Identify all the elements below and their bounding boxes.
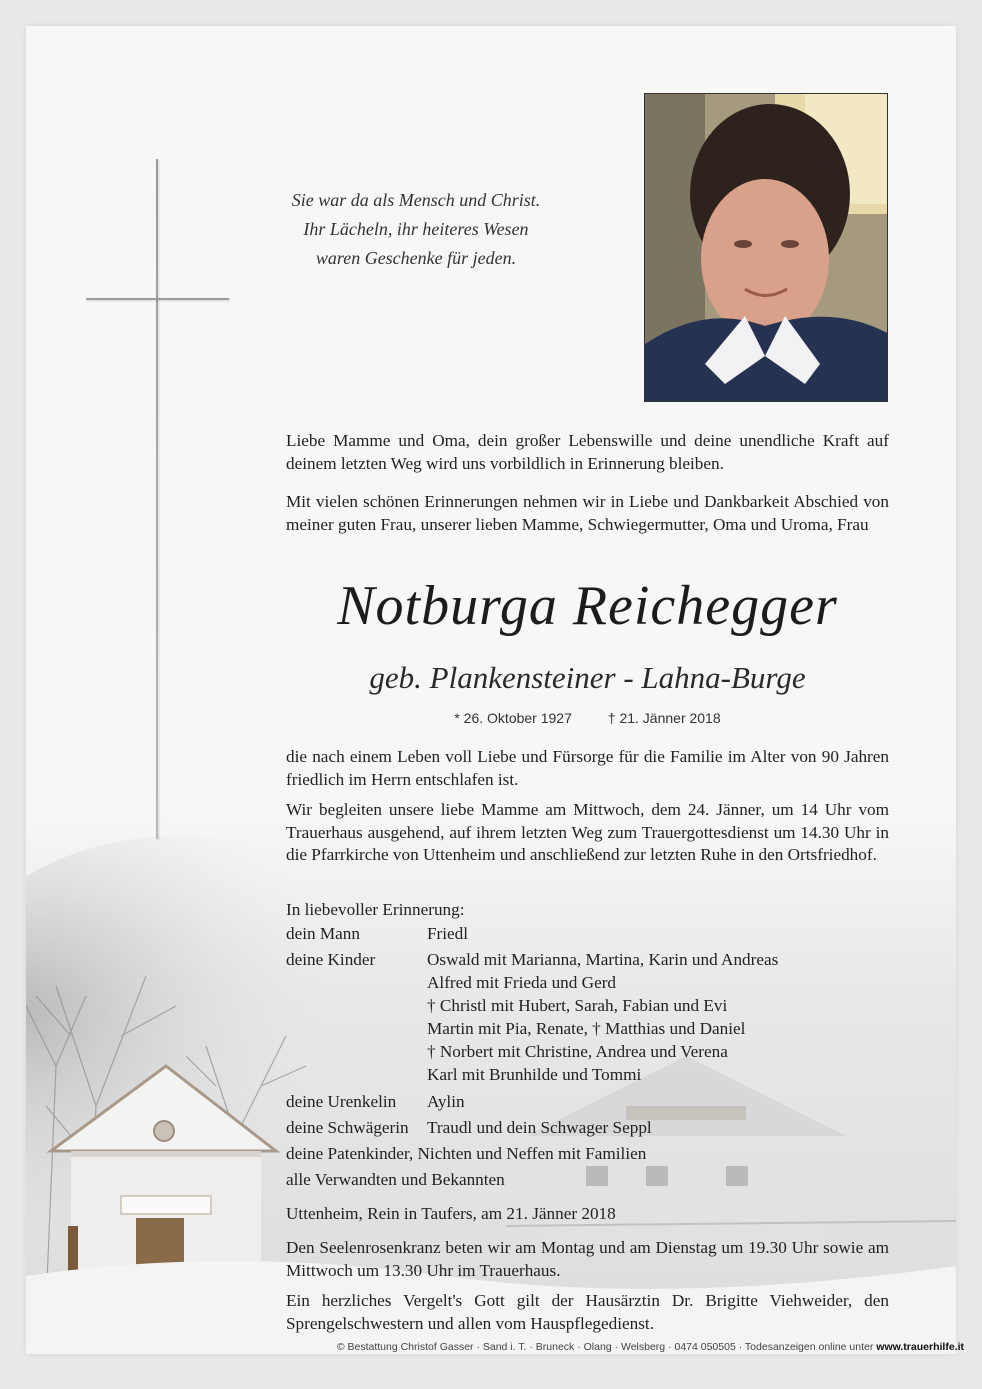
intro-paragraph-1: Liebe Mamme und Oma, dein großer Lebenswille und deine unendliche Kraft auf deinem letzten Weg wird uns vorbildlich in Erinnerung bleiben. — [286, 431, 889, 473]
life-dates — [286, 710, 889, 726]
motto-line: waren Geschenke für jeden. — [315, 248, 517, 268]
footer — [0, 1341, 964, 1353]
mourner-relation: deine Kinder — [286, 950, 376, 969]
place-and-date: Uttenheim, Rein in Taufers, am 21. Jänner 2018 — [286, 1204, 616, 1223]
deceased-name: Notburga Reichegger — [337, 575, 838, 637]
mourner-names: Oswald mit Marianna, Martina, Karin und Andreas — [427, 950, 779, 969]
motto-line: Sie war da als Mensch und Christ. — [291, 190, 541, 210]
memorial-motto — [266, 186, 566, 273]
mourner-names: Traudl und dein Schwager Seppl — [427, 1118, 652, 1137]
obituary-card — [26, 26, 956, 1354]
footer-text: © Bestattung Christof Gasser · Sand i. T. · Bruneck · Olang · Welsberg · 0474 050505 · Todesanzeigen online unter — [336, 1341, 874, 1353]
death-date: † 21. Jänner 2018 — [607, 710, 721, 726]
relatives-line: alle Verwandten und Bekannten — [286, 1170, 505, 1189]
motto-line: Ihr Lächeln, ihr heiteres Wesen — [303, 219, 529, 239]
mourner-names: Martin mit Pia, Renate, † Matthias und Daniel — [427, 1019, 746, 1038]
cross-vertical-bar — [156, 159, 158, 839]
body-paragraph-1: die nach einem Leben voll Liebe und Fürsorge für die Familie im Alter von 90 Jahren friedlich im Herrn entschlafen ist. — [286, 747, 889, 789]
mourner-relation: dein Mann — [286, 924, 360, 943]
mourner-names: Aylin — [427, 1092, 465, 1111]
footer-link[interactable]: www.trauerhilfe.it — [876, 1341, 964, 1353]
cross-horizontal-bar — [86, 298, 229, 300]
birth-date: * 26. Oktober 1927 — [454, 710, 572, 726]
rosary-paragraph: Den Seelenrosenkranz beten wir am Montag und am Dienstag um 19.30 Uhr sowie am Mittwoch um 13.30 Uhr im Trauerhaus. — [286, 1238, 889, 1280]
mourner-names: † Christl mit Hubert, Sarah, Fabian und Evi — [427, 996, 728, 1015]
mourner-names: Alfred mit Frieda und Gerd — [427, 973, 617, 992]
body-paragraph-2: Wir begleiten unsere liebe Mamme am Mittwoch, dem 24. Jänner, um 14 Uhr vom Trauerhaus ausgehend, auf ihrem letzten Weg zum Trauergottesdienst um 14.30 Uhr in die Pfarrkirche von Uttenheim und anschließend zur letzten Ruhe in den Ortsfriedhof. — [286, 800, 889, 864]
intro-paragraph-2: Mit vielen schönen Erinnerungen nehmen wir in Liebe und Dankbarkeit Abschied von meiner guten Frau, unserer lieben Mamme, Schwiegermutter, Oma und Uroma, Frau — [286, 492, 889, 534]
maiden-name: geb. Plankensteiner - Lahna-Burge — [369, 660, 806, 695]
portrait-photo — [644, 93, 888, 402]
portrait-illustration — [645, 94, 888, 402]
godchildren-line: deine Patenkinder, Nichten und Neffen mit Familien — [286, 1144, 647, 1163]
mourner-names: Friedl — [427, 924, 469, 943]
mourner-relation: deine Urenkelin — [286, 1092, 397, 1111]
mourner-relation: deine Schwägerin — [286, 1118, 409, 1137]
mourners-heading: In liebevoller Erinnerung: — [286, 900, 465, 919]
mourner-names: Karl mit Brunhilde und Tommi — [427, 1065, 642, 1084]
mourner-names: † Norbert mit Christine, Andrea und Verena — [427, 1042, 728, 1061]
thanks-paragraph: Ein herzliches Vergelt's Gott gilt der Hausärztin Dr. Brigitte Viehweider, den Sprengelschwestern und allen vom Hauspflegedienst. — [286, 1291, 889, 1333]
